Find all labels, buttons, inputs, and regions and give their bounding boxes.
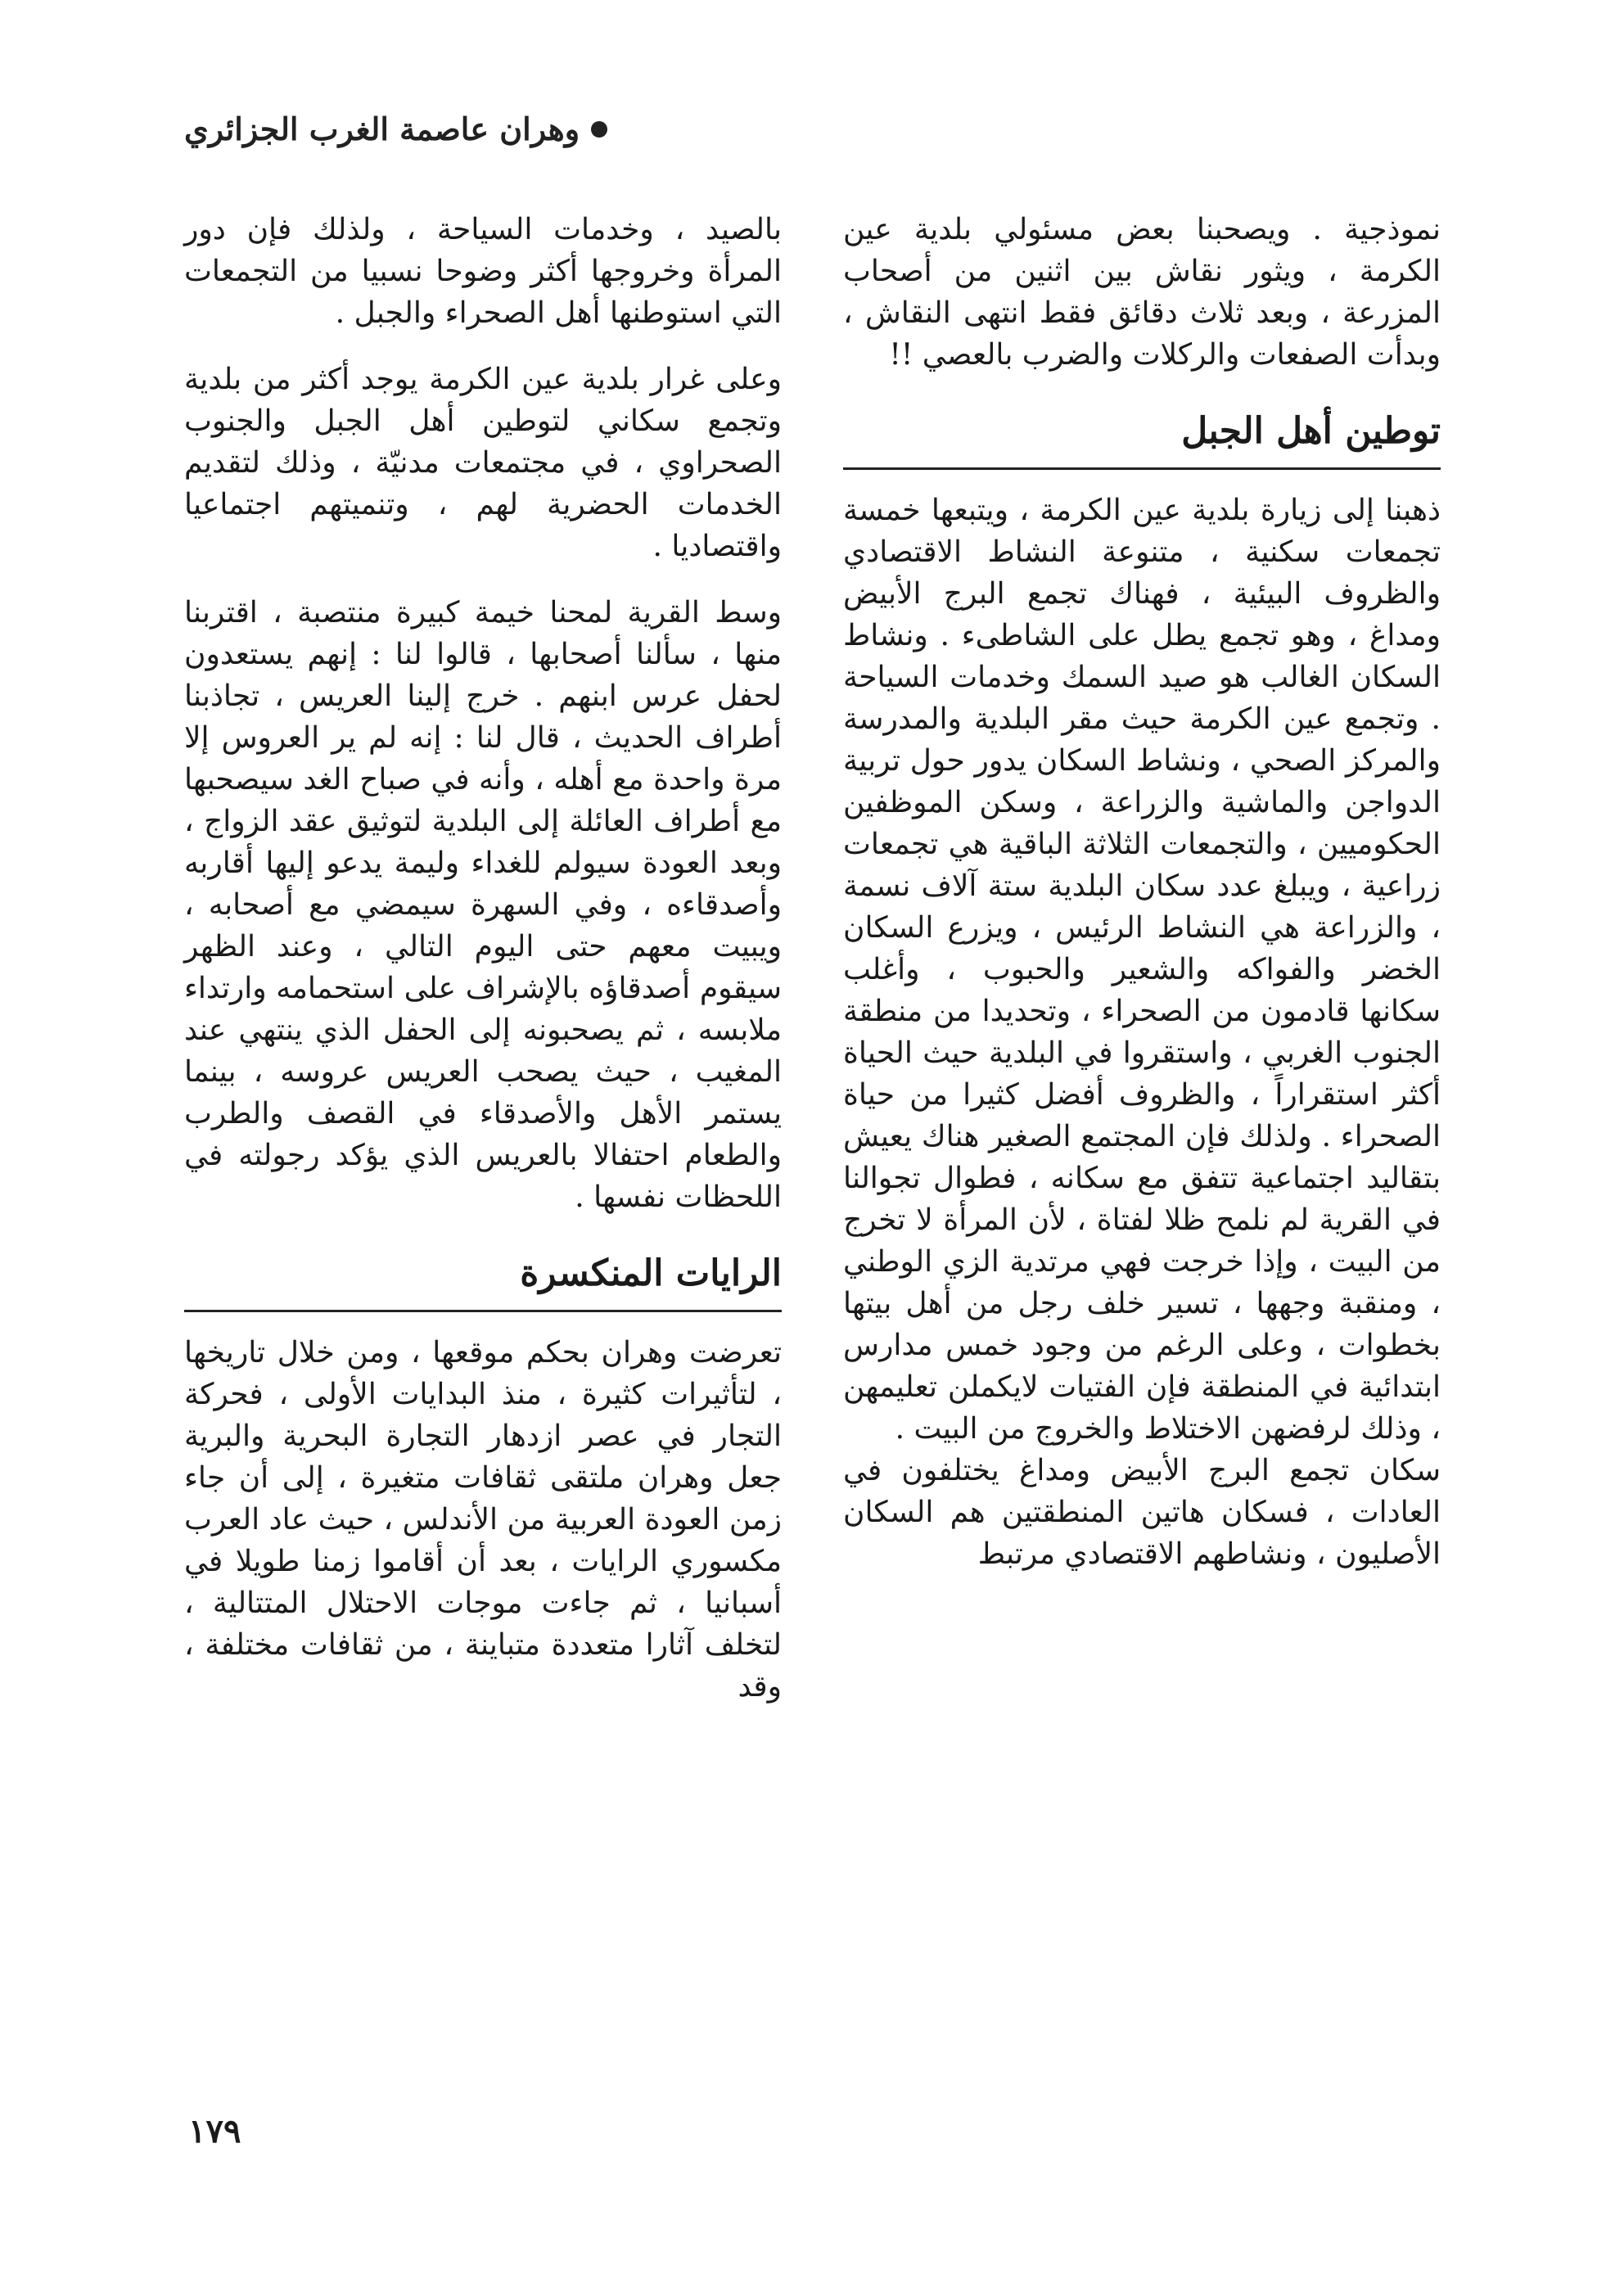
section-heading: الرايات المنكسرة — [184, 1249, 782, 1312]
paragraph: وعلى غرار بلدية عين الكرمة يوجد أكثر من بلدية وتجمع سكاني لتوطين أهل الجبل والجنوب الصحراوي ، في مجتمعات مدنيّة ، وذلك لتقديم الخدمات الحضرية لهم ، وتنميتهم اجتماعيا واقتصاديا . — [184, 363, 782, 563]
running-title: وهران عاصمة الغرب الجزائري — [184, 111, 580, 147]
paragraph: ذهبنا إلى زيارة بلدية عين الكرمة ، ويتبعها خمسة تجمعات سكنية ، متنوعة النشاط الاقتصادي والظروف البيئية ، فهناك تجمع البرج الأبيض ومداغ ، وهو تجمع يطل على الشاطىء . ونشاط السكان الغالب هو صيد السمك وخدمات السياحة . وتجمع عين الكرمة حيث مقر البلدية والمدرسة والمركز الصحي ، ونشاط السكان يدور حول تربية الدواجن والماشية والزراعة ، وسكن الموظفين الحكوميين ، والتجمعات الثلاثة الباقية هي تجمعات زراعية ، ويبلغ عدد سكان البلدية ستة آلاف نسمة ، والزراعة هي النشاط الرئيس ، ويزرع السكان الخضر والفواكه والشعير والحبوب ، وأغلب سكانها قادمون من الصحراء ، وتحديدا من منطقة الجنوب الغربي ، واستقروا في البلدية حيث الحياة أكثر استقراراً ، والظروف أفضل كثيرا من حياة الصحراء . ولذلك فإن المجتمع الصغير هناك يعيش بتقاليد اجتماعية تتفق مع سكانه ، فطوال تجوالنا في القرية لم نلمح ظلا لفتاة ، لأن المرأة لا تخرج من البيت ، وإذا خرجت فهي مرتدية الزي الوطني ، ومنقبة وجهها ، تسير خلف رجل من أهل بيتها بخطوات ، وعلى الرغم من وجود خمس مدارس ابتدائية في المنطقة فإن الفتيات لايكملن تعليمهن ، وذلك لرفضهن الاختلاط والخروج من البيت . — [843, 494, 1441, 1446]
page-number: ١٧٩ — [188, 2112, 241, 2150]
paragraph: سكان تجمع البرج الأبيض ومداغ يختلفون في العادات ، فسكان هاتين المنطقتين هم السكان الأصليون ، ونشاطهم الاقتصادي مرتبط — [843, 1454, 1441, 1571]
paragraph: وسط القرية لمحنا خيمة كبيرة منتصبة ، اقتربنا منها ، سألنا أصحابها ، قالوا لنا : إنهم يستعدون لحفل عرس ابنهم . خرج إلينا العريس ، تجاذبنا أطراف الحديث ، قال لنا : إنه لم ير العروس إلا مرة واحدة مع أهله ، وأنه في صباح الغد سيصحبها مع أطراف العائلة إلى البلدية لتوثيق عقد الزواج ، وبعد العودة سيولم للغداء وليمة يدعو إليها أقاربه وأصدقاءه ، وفي السهرة سيمضي مع أصحابه ، ويبيت معهم حتى اليوم التالي ، وعند الظهر سيقوم أصدقاؤه بالإشراف على استحمامه وارتداء ملابسه ، ثم يصحبونه إلى الحفل الذي ينتهي عند المغيب ، حيث يصحب العريس عروسه ، بينما يستمر الأهل والأصدقاء في القصف والطرب والطعام احتفالا بالعريس الذي يؤكد رجولته في اللحظات نفسها . — [184, 596, 782, 1214]
right-column — [843, 209, 1441, 1600]
left-column — [184, 209, 782, 1732]
running-header — [184, 111, 607, 147]
section-heading: توطين أهل الجبل — [843, 407, 1441, 470]
bullet-icon — [591, 121, 607, 138]
paragraph: نموذجية . ويصحبنا بعض مسئولي بلدية عين الكرمة ، ويثور نقاش بين اثنين من أصحاب المزرعة ، وبعد ثلاث دقائق فقط انتهى النقاش ، وبدأت الصفعات والركلات والضرب بالعصي !! — [843, 213, 1441, 372]
paragraph: بالصيد ، وخدمات السياحة ، ولذلك فإن دور المرأة وخروجها أكثر وضوحا نسبيا من التجمعات التي استوطنها أهل الصحراء والجبل . — [184, 213, 782, 330]
paragraph: تعرضت وهران بحكم موقعها ، ومن خلال تاريخها ، لتأثيرات كثيرة ، منذ البدايات الأولى ، فحركة التجار في عصر ازدهار التجارة البحرية والبرية جعل وهران ملتقى ثقافات متغيرة ، إلى أن جاء زمن العودة العربية من الأندلس ، حيث عاد العرب مكسوري الرايات ، بعد أن أقاموا زمنا طويلا في أسبانيا ، ثم جاءت موجات الاحتلال المتتالية ، لتخلف آثارا متعددة متباينة ، من ثقافات مختلفة ، وقد — [184, 1336, 782, 1704]
